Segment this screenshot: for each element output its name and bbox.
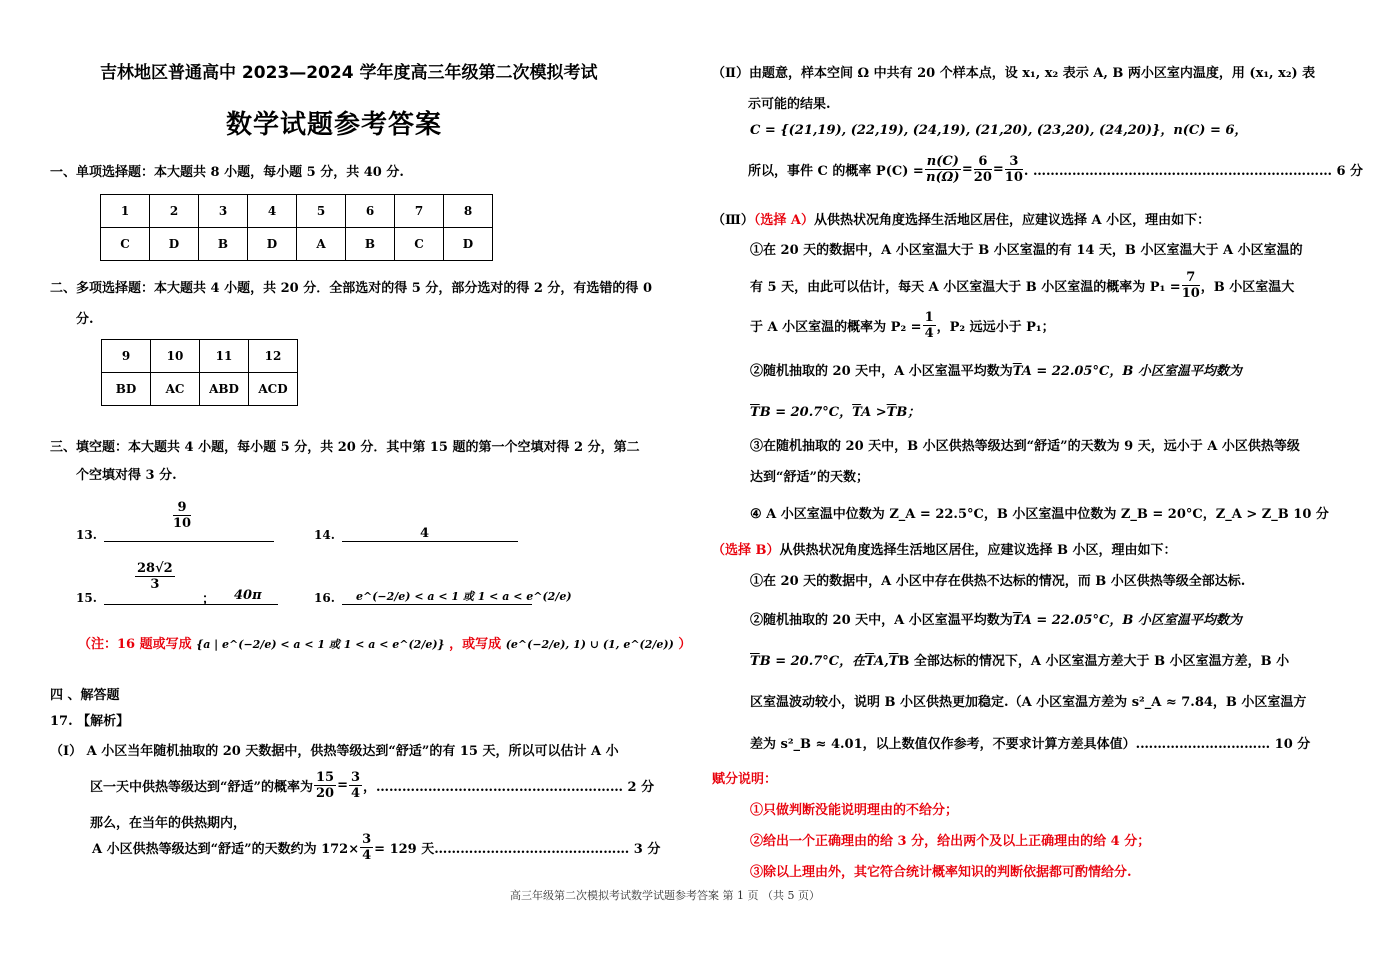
answer-cell: ACD [249, 373, 298, 406]
frac-numerator: 3 [1005, 154, 1023, 170]
section2-heading: 二、多项选择题：本大题共 4 小题，共 20 分．全部选对的得 5 分，部分选对的得 2 分，有选错的得 0 [50, 281, 653, 296]
q14-blank-line [342, 540, 518, 542]
frac-numerator: 7 [1182, 270, 1200, 286]
q15-blank-line [104, 603, 278, 605]
answer-cell: C [395, 228, 444, 261]
page-footer: 高三年级第二次模拟考试数学试题参考答案 第 1 页 （共 5 页） [510, 889, 820, 902]
q16-answer: e^(−2/e) < a < 1 或 1 < a < e^(2/e) [356, 590, 572, 603]
scoring-rule-2: ②给出一个正确理由的给 3 分，给出两个及以上正确理由的给 4 分； [750, 834, 1151, 849]
mean-symbol: $\overline{T}$ [852, 405, 862, 420]
answer-cell: ABD [200, 373, 249, 406]
question-cell: 7 [395, 195, 444, 228]
frac-numerator: 6 [974, 154, 992, 170]
document-subtitle: 数学试题参考答案 [226, 110, 443, 140]
note-set-form: {a | e^(−2/e) < a < 1 或 1 < a < e^(2/e)} [196, 638, 445, 651]
answer-cell: D [248, 228, 297, 261]
frac-denominator: n(Ω) [926, 170, 960, 185]
question-cell: 6 [346, 195, 395, 228]
frac-numerator: 15 [315, 770, 335, 785]
q17-heading: 17. 【解析】 [50, 714, 130, 729]
compare-text: A > [861, 405, 887, 420]
section3-heading-cont: 个空填对得 3 分. [76, 468, 177, 483]
section1-answer-table [100, 194, 493, 261]
question-cell: 11 [200, 340, 249, 373]
document-title: 吉林地区普通高中 2023—2024 学年度高三年级第二次模拟考试 [100, 63, 598, 83]
choice-b-line [712, 539, 1177, 558]
q17-part1-line3: 那么，在当年的供热期内， [90, 816, 247, 831]
q14-answer: 4 [420, 526, 430, 541]
reason-a3-line2: 达到“舒适”的天数； [750, 470, 869, 485]
p2-text: 于 A 小区室温的概率为 P₂ = [750, 320, 922, 335]
question-cell: 5 [297, 195, 346, 228]
equals-sign: = [337, 778, 348, 793]
choice-b-intro: 从供热状况角度选择生活地区居住，应建议选择 B 小区，理由如下： [779, 543, 1177, 558]
section2-question-row [102, 340, 298, 373]
mean-a-value: A = 22.05°C，B 小区室温平均数为 [1021, 364, 1242, 379]
part3-prefix: （Ⅲ） [712, 213, 754, 228]
note-mid: ，或写成 [449, 637, 502, 652]
q15-separator: ； [202, 592, 216, 607]
q13-blank-line [104, 540, 274, 542]
section4-heading: 四 、解答题 [50, 688, 120, 703]
mean-a-value: A = 22.05°C，B 小区室温平均数为 [1021, 613, 1242, 628]
reason-a1-line1: ①在 20 天的数据中，A 小区室温大于 B 小区室温的有 14 天，B 小区室温大于 A 小区室温的 [750, 243, 1303, 258]
choice-b-label: （选择 B） [712, 543, 780, 558]
reason-a1-line2 [750, 270, 1294, 301]
answer-cell: D [444, 228, 493, 261]
question-cell: 2 [150, 195, 199, 228]
section1-question-row [101, 195, 493, 228]
section3-heading: 三、填空题：本大题共 4 小题，每小题 5 分，共 20 分．其中第 15 题的第一个空填对得 2 分，第二 [50, 440, 640, 455]
days-result: = 129 天……………………………………… 3 分 [374, 842, 661, 857]
reason-b2-line1 [750, 609, 1242, 628]
p1-text: 有 5 天，由此可以估计，每天 A 小区室温大于 B 小区室温的概率为 P₁ = [750, 280, 1181, 295]
part2-line3: C = {(21,19), (22,19), (24,19), (21,20), (23,20), (24,20)}，n(C) = 6， [750, 123, 1248, 138]
choice-a-label: （选择 A） [753, 213, 814, 228]
mean-a-text: ②随机抽取的 20 天中，A 小区室温平均数为 [750, 613, 1013, 628]
q13-numerator: 9 [173, 500, 191, 516]
scoring-rule-3: ③除以上理由外，其它符合统计概率知识的判断依据都可酌情给分. [750, 865, 1132, 880]
frac-numerator: 3 [362, 832, 372, 847]
frac-denominator: 4 [924, 326, 934, 341]
question-cell: 1 [101, 195, 150, 228]
score-leader: ，………………………………………………… 2 分 [363, 780, 655, 795]
answer-cell: C [101, 228, 150, 261]
reason-a4-line1: ④ A 小区室温中位数为 Z_A = 22.5°C，B 小区室温中位数为 Z_B = 20°C，Z_A > Z_B 10 分 [750, 507, 1329, 522]
part3-line1 [712, 209, 1210, 228]
q17-part1-line4 [92, 832, 660, 863]
frac-denominator: 20 [315, 786, 335, 801]
q17-part1-line2 [90, 770, 654, 801]
answer-cell: BD [102, 373, 151, 406]
frac-denominator: 4 [350, 786, 361, 801]
reason-a3-line1: ③在随机抽取的 20 天中，B 小区供热等级达到“舒适”的天数为 9 天，远小于 A 小区供热等级 [750, 439, 1300, 454]
reason-a1-line3 [750, 310, 1055, 341]
p1-text-cont: ，B 小区室温大 [1200, 280, 1295, 295]
answer-cell: A [297, 228, 346, 261]
part2-line4: 所以，事件 C 的概率 P(C) = $\frac{n(C)}{n(\Omega)}$ = $\frac{6}{20}$ = $\frac{3}{10}$ . …………………………………………………………… 6 分 [748, 154, 1364, 185]
q15-denominator: 3 [150, 577, 160, 592]
section2-heading-cont: 分. [76, 312, 94, 327]
score-leader: . …………………………………………………………… 6 分 [1023, 164, 1364, 179]
q17-part1-line1: （Ⅰ） A 小区当年随机抽取的 20 天数据中，供热等级达到“舒适”的有 15 天，所以可以估计 A 小 [50, 744, 619, 759]
q15-numerator: 28√2 [137, 561, 173, 576]
mean-symbol: $\overline{T}$ [888, 654, 899, 669]
q15-label: 15. [76, 591, 97, 605]
scoring-rule-1: ①只做判断没能说明理由的不给分； [750, 803, 959, 818]
question-cell: 9 [102, 340, 151, 373]
variance-text: B 全部达标的情况下，A 小区室温方差大于 B 小区室温方差，B 小 [898, 654, 1290, 669]
frac-denominator: 4 [362, 848, 372, 863]
q13-answer [172, 500, 192, 531]
section2-answer-table [101, 339, 298, 406]
mean-symbol: $\overline{T}$ [886, 405, 897, 420]
section2-answer-row [102, 373, 298, 406]
scoring-title: 赋分说明： [712, 772, 778, 787]
q15-answer2: 40π [234, 588, 262, 603]
frac-numerator: 3 [350, 770, 361, 785]
reason-b2-line2 [750, 650, 1289, 669]
reason-b1-line1: ①在 20 天的数据中，A 小区中存在供热不达标的情况，而 B 小区供热等级全部达标. [750, 574, 1246, 589]
frac-denominator: 10 [1181, 286, 1200, 301]
answer-cell: D [150, 228, 199, 261]
q13-label: 13. [76, 528, 97, 542]
frac-numerator: n(C) [926, 154, 959, 169]
q16-label: 16. [314, 591, 335, 605]
note-prefix: （注：16 题或写成 [78, 637, 192, 652]
section1-heading: 一、单项选择题：本大题共 8 小题，每小题 5 分，共 40 分. [50, 165, 404, 180]
mean-b-value: B = 20.7°C，在 [759, 654, 866, 669]
mean-symbol: $\overline{T}$ [865, 654, 875, 669]
question-cell: 3 [199, 195, 248, 228]
reason-a2-line2 [750, 401, 920, 420]
answer-cell: B [346, 228, 395, 261]
note-interval-form: (e^(−2/e), 1) ∪ (1, e^(2/e)) [505, 638, 674, 651]
reason-b2-line3: 区室温波动较小，说明 B 小区供热更加稳定.（A 小区室温方差为 s²_A ≈ 7.84，B 小区室温方 [750, 695, 1307, 710]
mean-a-sub: A, [874, 654, 889, 669]
part2-line2: 示可能的结果. [748, 97, 831, 112]
frac-denominator: 20 [973, 170, 992, 185]
choice-a-intro: 从供热状况角度选择生活地区居住，应建议选择 A 小区，理由如下： [813, 213, 1211, 228]
frac-numerator: 1 [924, 310, 934, 325]
answer-cell: AC [151, 373, 200, 406]
probability-label: 所以，事件 C 的概率 P(C) = [748, 164, 924, 179]
p2-text-cont: ，P₂ 远远小于 P₁； [936, 320, 1055, 335]
prob-text: 区一天中供热等级达到“舒适”的概率为 [90, 780, 313, 795]
answer-cell: B [199, 228, 248, 261]
q13-denominator: 10 [173, 516, 192, 531]
q15-answer1 [134, 561, 176, 592]
mean-symbol: $\overline{T}$ [1012, 364, 1022, 379]
part2-line1: （Ⅱ）由题意，样本空间 Ω 中共有 20 个样本点，设 x₁, x₂ 表示 A, B 两小区室内温度，用 (x₁, x₂) 表 [712, 66, 1316, 81]
reason-a2-line1 [750, 360, 1242, 379]
question-cell: 4 [248, 195, 297, 228]
question-cell: 8 [444, 195, 493, 228]
reason-b2-line4: 差为 s²_B ≈ 4.01，以上数值仅作参考，不要求计算方差具体值）.………………………… 10 分 [750, 737, 1311, 752]
mean-symbol: $\overline{T}$ [750, 405, 760, 420]
mean-symbol: $\overline{T}$ [750, 654, 760, 669]
section1-answer-row [101, 228, 493, 261]
frac-denominator: 10 [1004, 170, 1023, 185]
q14-label: 14. [314, 528, 335, 542]
note-suffix: ） [678, 637, 692, 652]
mean-b-value: B = 20.7°C， [759, 405, 853, 420]
mean-symbol: $\overline{T}$ [1012, 613, 1022, 628]
compare-end: B； [896, 405, 921, 420]
mean-a-text: ②随机抽取的 20 天中，A 小区室温平均数为 [750, 364, 1013, 379]
question-cell: 10 [151, 340, 200, 373]
question-cell: 12 [249, 340, 298, 373]
q16-note [78, 633, 691, 652]
days-text: A 小区供热等级达到“舒适”的天数约为 172× [92, 842, 360, 857]
